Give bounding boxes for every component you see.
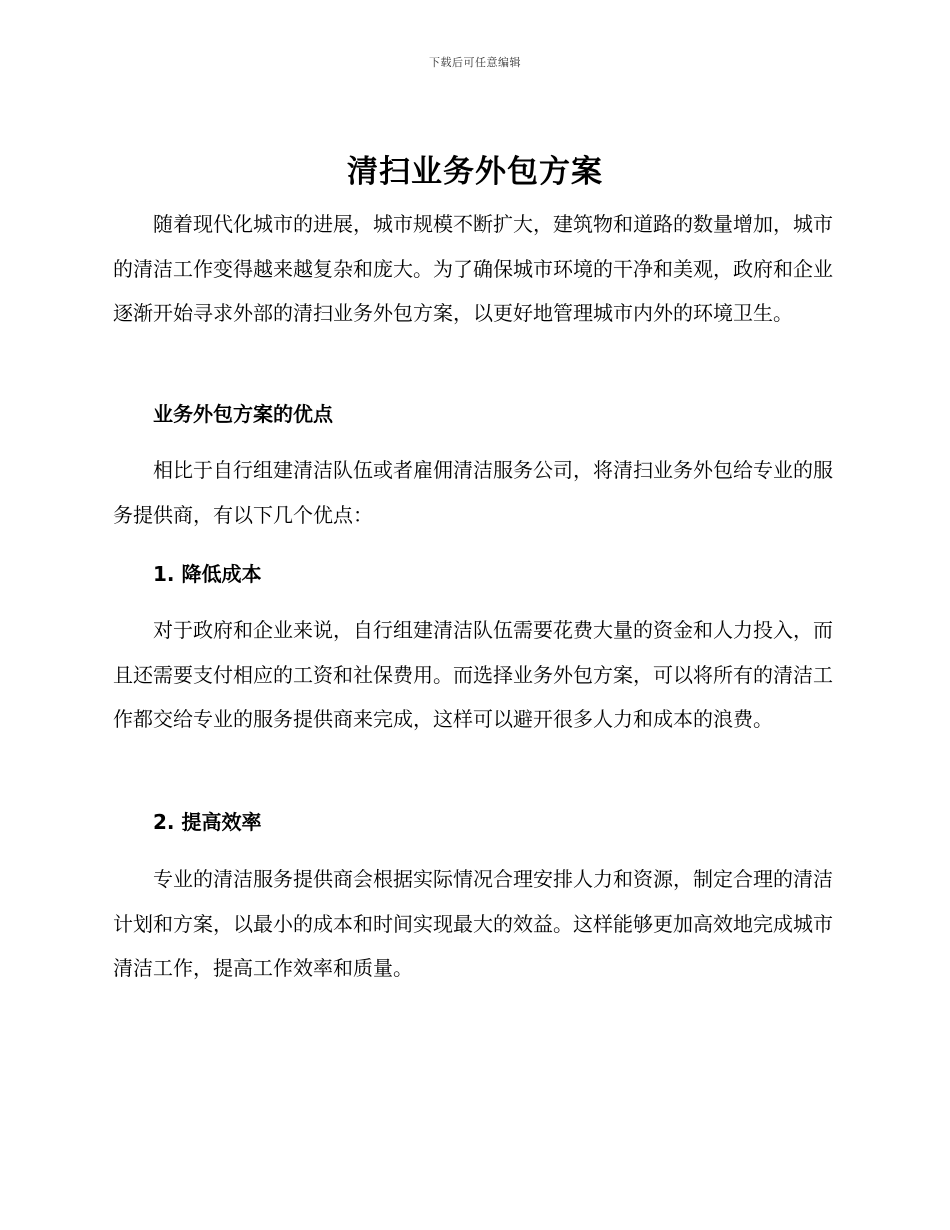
- intro-paragraph: 随着现代化城市的进展，城市规模不断扩大，建筑物和道路的数量增加，城市的清洁工作变得越来越复杂和庞大。为了确保城市环境的干净和美观，政府和企业逐渐开始寻求外部的清扫业务外包方案，以更好地管理城市内外的环境卫生。: [113, 212, 833, 325]
- intro-block: [113, 202, 833, 336]
- advantages-intro-block: [113, 448, 833, 537]
- section-heading-cost: 1. 降低成本: [153, 562, 262, 586]
- section-cost-body-block: [113, 608, 833, 742]
- section-cost-heading-block: [113, 552, 833, 597]
- section-body-cost: 对于政府和企业来说，自行组建清洁队伍需要花费大量的资金和人力投入，而且还需要支付相应的工资和社保费用。而选择业务外包方案，可以将所有的清洁工作都交给专业的服务提供商来完成，这样可以避开很多人力和成本的浪费。: [113, 618, 833, 731]
- advantages-heading-block: [113, 392, 833, 437]
- section-body-efficiency: 专业的清洁服务提供商会根据实际情况合理安排人力和资源，制定合理的清洁计划和方案，以最小的成本和时间实现最大的效益。这样能够更加高效地完成城市清洁工作，提高工作效率和质量。: [113, 867, 833, 980]
- advantages-intro-paragraph: 相比于自行组建清洁队伍或者雇佣清洁服务公司，将清扫业务外包给专业的服务提供商，有以下几个优点：: [113, 458, 833, 527]
- section-heading-efficiency: 2. 提高效率: [153, 810, 262, 834]
- section-efficiency-body-block: [113, 857, 833, 991]
- document-title: 清扫业务外包方案: [347, 154, 603, 190]
- advantages-heading: 业务外包方案的优点: [153, 402, 333, 426]
- section-efficiency-heading-block: [113, 800, 833, 845]
- page-header: 下载后可任意编辑: [429, 56, 521, 69]
